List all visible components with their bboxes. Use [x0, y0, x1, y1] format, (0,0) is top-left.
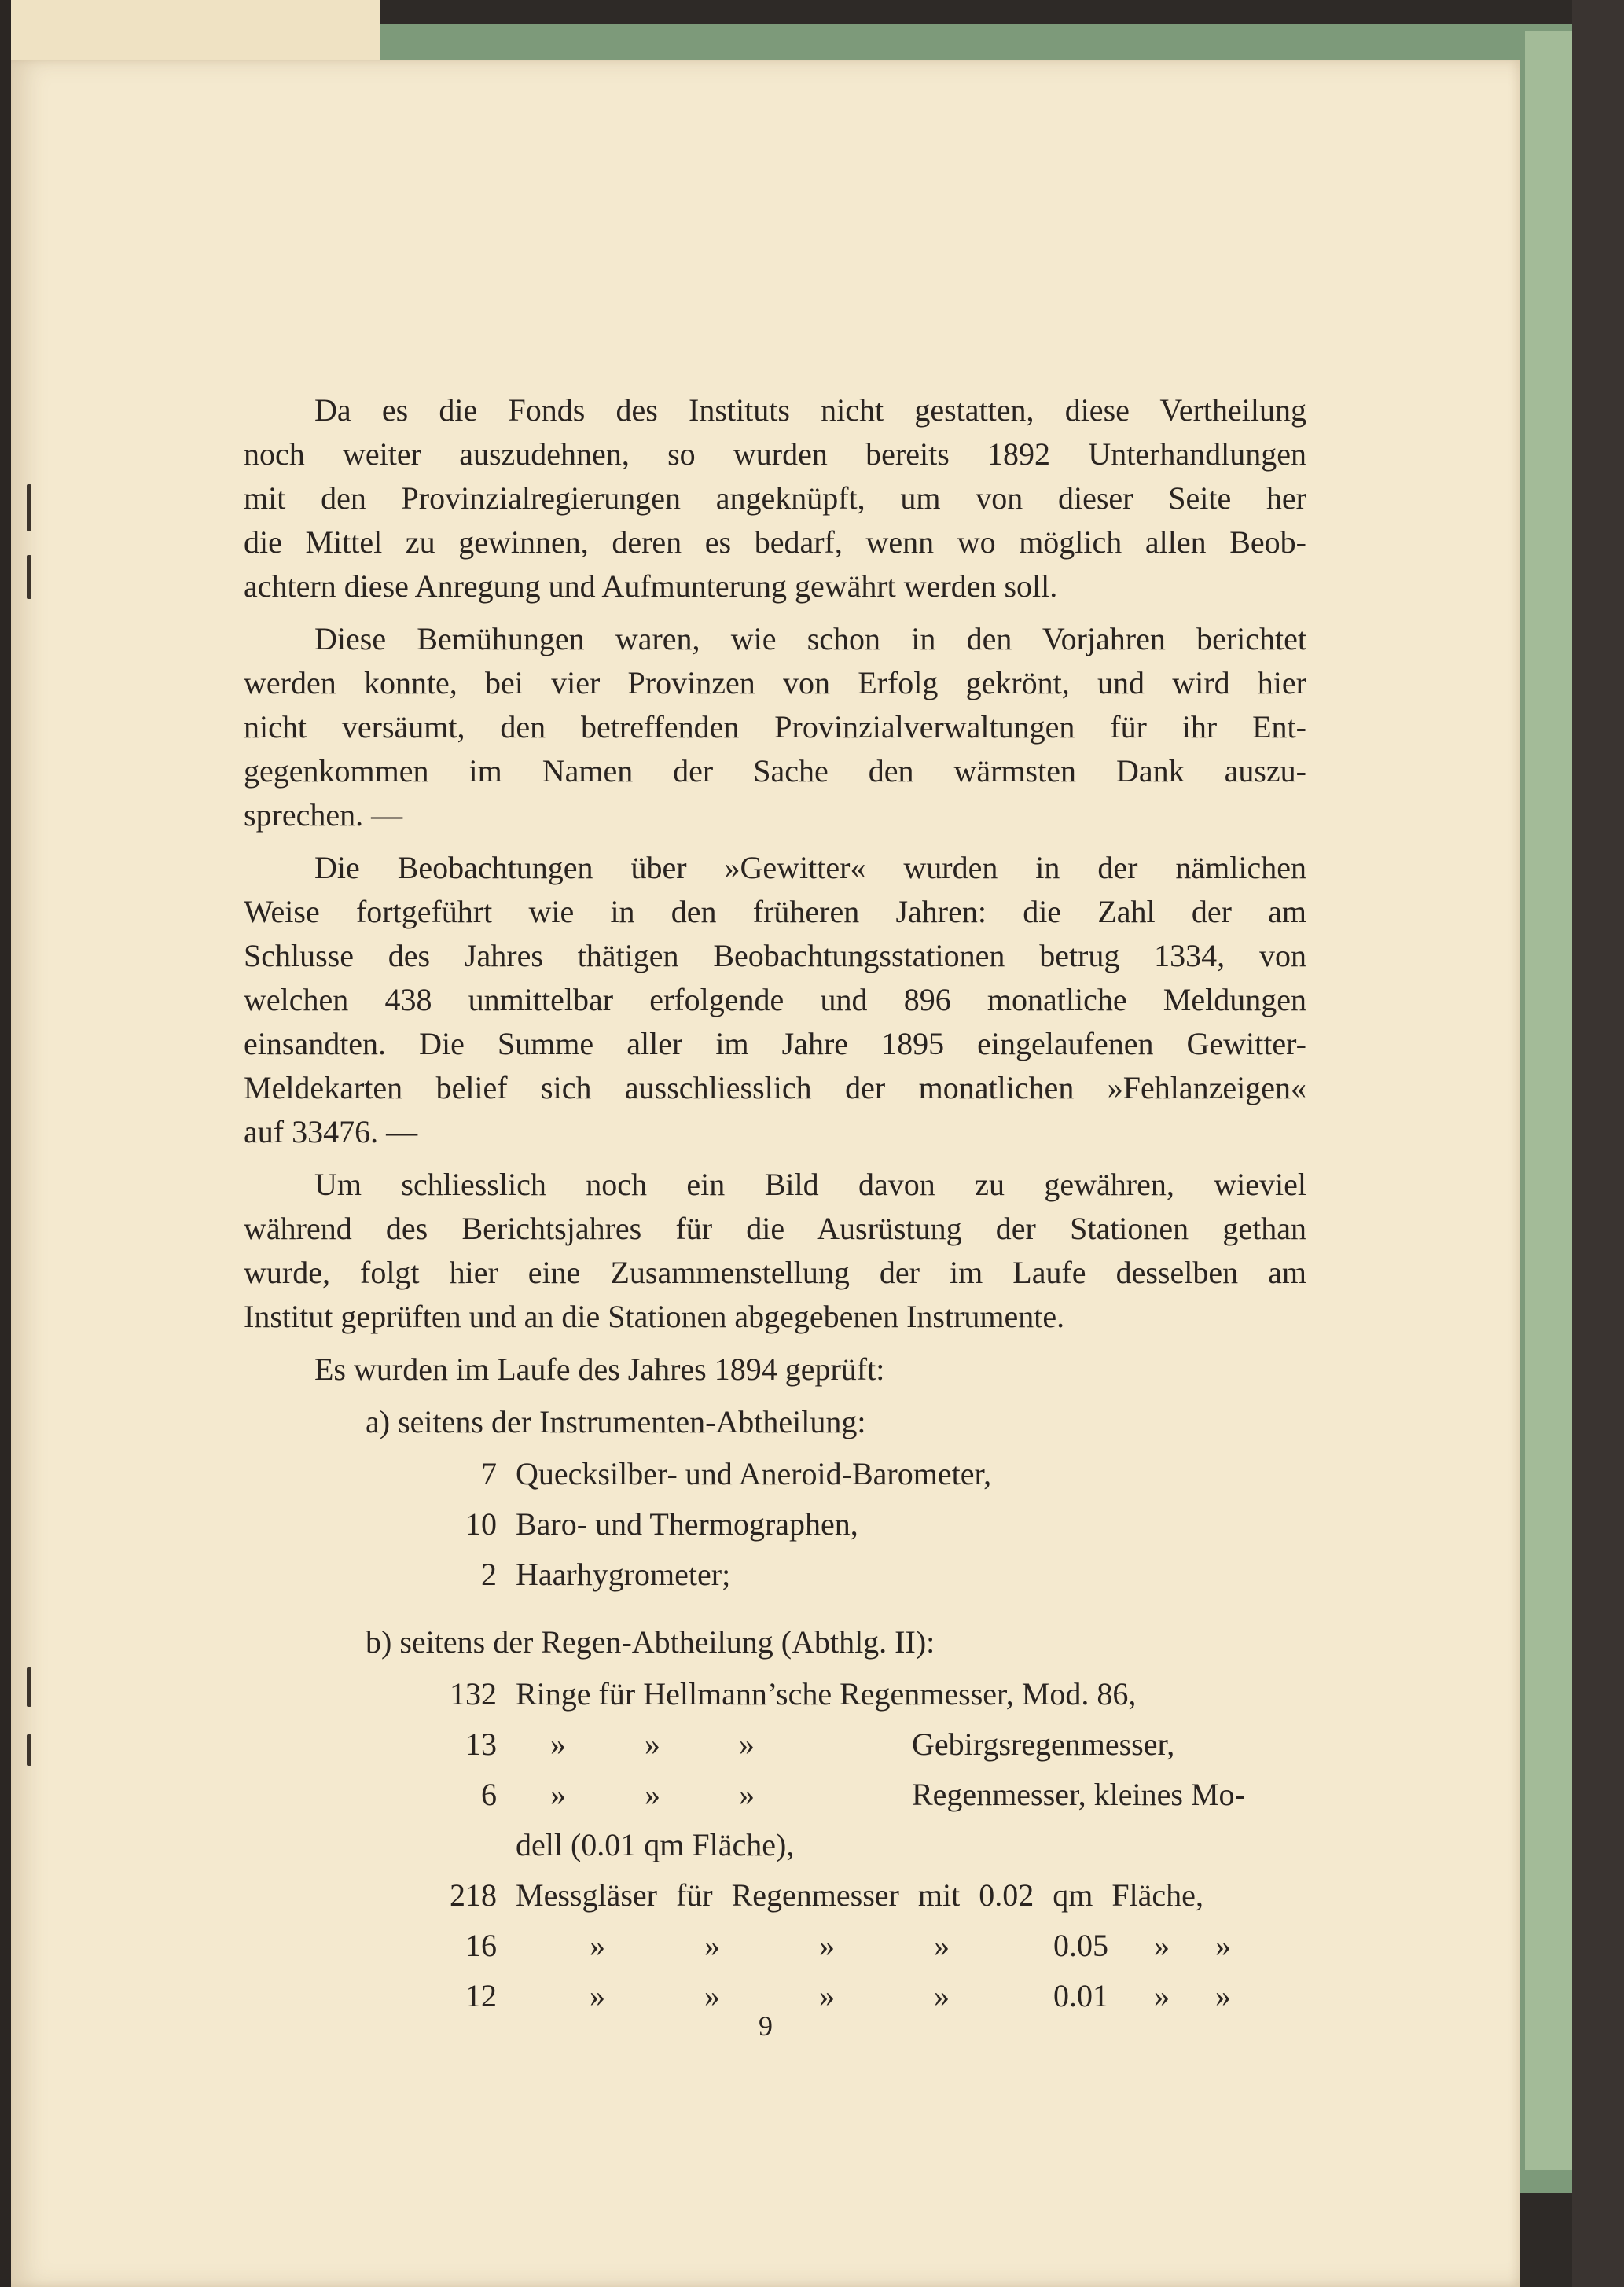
list-item: [244, 1502, 1306, 1546]
text-line: mit den Provinzialregierungen angeknüpft, um von dieser Seite her: [244, 480, 1306, 516]
text-line: achtern diese Anregung und Aufmunterung gewährt werden soll.: [244, 568, 1058, 604]
item-count: 218: [450, 1877, 497, 1913]
text-line: während des Berichtsjahres für die Ausrüstung der Stationen gethan: [244, 1211, 1306, 1246]
paragraph-2: [244, 617, 1306, 837]
binding-thread-mark: [27, 484, 31, 531]
text-line: Institut geprüften und an die Stationen abgegebenen Instrumente.: [244, 1299, 1065, 1334]
binding-thread-mark: [27, 555, 31, 599]
item-text: Quecksilber- und Aneroid-Barometer,: [516, 1456, 992, 1491]
paragraph-1: [244, 388, 1306, 609]
item-count: 6: [481, 1777, 497, 1812]
binding-thread-mark: [27, 1734, 31, 1766]
green-board-edge: [1525, 31, 1572, 2170]
text-line: Um schliesslich noch ein Bild davon zu gewähren, wieviel: [314, 1167, 1306, 1202]
item-count: 2: [481, 1557, 497, 1592]
item-text: Gebirgsregenmesser,: [912, 1726, 1175, 1762]
text-line: Meldekarten belief sich ausschliesslich der monatlichen »Fehlanzeigen«: [244, 1070, 1306, 1105]
section-a-heading-text: a) seitens der Instrumenten-Abtheilung:: [366, 1404, 866, 1439]
text-line: auf 33476. —: [244, 1114, 418, 1149]
text-line: nicht versäumt, den betreffenden Provinzialverwaltungen für ihr Ent-: [244, 709, 1306, 745]
list-item: [244, 1723, 1306, 1767]
text-line: welchen 438 unmittelbar erfolgende und 896 monatliche Meldungen: [244, 982, 1306, 1017]
text-line: einsandten. Die Summe aller im Jahre 1895 eingelaufenen Gewitter-: [244, 1026, 1306, 1061]
paragraph-4: [244, 1163, 1306, 1339]
binding-thread-mark: [27, 1667, 31, 1707]
list-item: [244, 1823, 1306, 1867]
section-b-heading-text: b) seitens der Regen-Abtheilung (Abthlg. II):: [366, 1624, 935, 1660]
book-cover-right: [1572, 0, 1624, 2287]
text-line: Da es die Fonds des Instituts nicht gestatten, diese Vertheilung: [314, 392, 1306, 428]
text-line: Schlusse des Jahres thätigen Beobachtungsstationen betrug 1334, von: [244, 938, 1306, 973]
ditto-marks: » » »: [550, 1777, 755, 1812]
text-line: werden konnte, bei vier Provinzen von Erfolg gekrönt, und wird hier: [244, 665, 1306, 700]
item-count: 16: [465, 1928, 497, 1963]
item-text: Haarhygrometer;: [516, 1557, 731, 1592]
list-item: [244, 1553, 1306, 1597]
text-line: Es wurden im Laufe des Jahres 1894 geprüft:: [314, 1351, 885, 1387]
item-text: Messgläser für Regenmesser mit 0.02 qm Fläche,: [516, 1877, 1203, 1913]
list-item: [244, 1773, 1306, 1817]
page-number: 9: [759, 2010, 773, 2042]
ditto-marks: » » »: [550, 1726, 755, 1762]
item-count: 13: [465, 1726, 497, 1762]
ditto-marks: » » » »: [590, 1928, 950, 1963]
document-page: [11, 60, 1520, 2287]
text-line: wurde, folgt hier eine Zusammenstellung der im Laufe desselben am: [244, 1255, 1306, 1290]
list-item: [244, 1924, 1306, 1968]
text-line: Diese Bemühungen waren, wie schon in den Vorjahren berichtet: [314, 621, 1306, 656]
section-b-heading: [244, 1620, 1306, 1664]
text-line: Die Beobachtungen über »Gewitter« wurden in der nämlichen: [314, 850, 1306, 885]
text-line: sprechen. —: [244, 797, 403, 833]
list-item: [244, 1452, 1306, 1496]
section-a-heading: [244, 1400, 1306, 1444]
item-count: 7: [481, 1456, 497, 1491]
item-text: Regenmesser, kleines Mo-: [912, 1777, 1245, 1812]
item-text: Baro- und Thermographen,: [516, 1506, 858, 1542]
intro-line: [244, 1348, 1306, 1392]
item-count: 10: [465, 1506, 497, 1542]
item-text: Ringe für Hellmann’sche Regenmesser, Mod. 86,: [516, 1676, 1137, 1712]
item-text: 0.01 » »: [1053, 1978, 1231, 2013]
item-text: dell (0.01 qm Fläche),: [516, 1827, 795, 1862]
list-item: [244, 1672, 1306, 1716]
text-line: noch weiter auszudehnen, so wurden bereits 1892 Unterhandlungen: [244, 436, 1306, 472]
paragraph-3: [244, 846, 1306, 1154]
body-text: [244, 388, 1306, 2024]
item-count: 12: [465, 1978, 497, 2013]
text-line: die Mittel zu gewinnen, deren es bedarf, wenn wo möglich allen Beob-: [244, 524, 1306, 560]
text-line: gegenkommen im Namen der Sache den wärmsten Dank auszu-: [244, 753, 1306, 789]
ditto-marks: » » » »: [590, 1978, 950, 2013]
item-count: 132: [450, 1676, 497, 1712]
text-line: Weise fortgeführt wie in den früheren Jahren: die Zahl der am: [244, 894, 1306, 929]
item-text: 0.05 » »: [1053, 1928, 1231, 1963]
list-item: [244, 1873, 1306, 1917]
